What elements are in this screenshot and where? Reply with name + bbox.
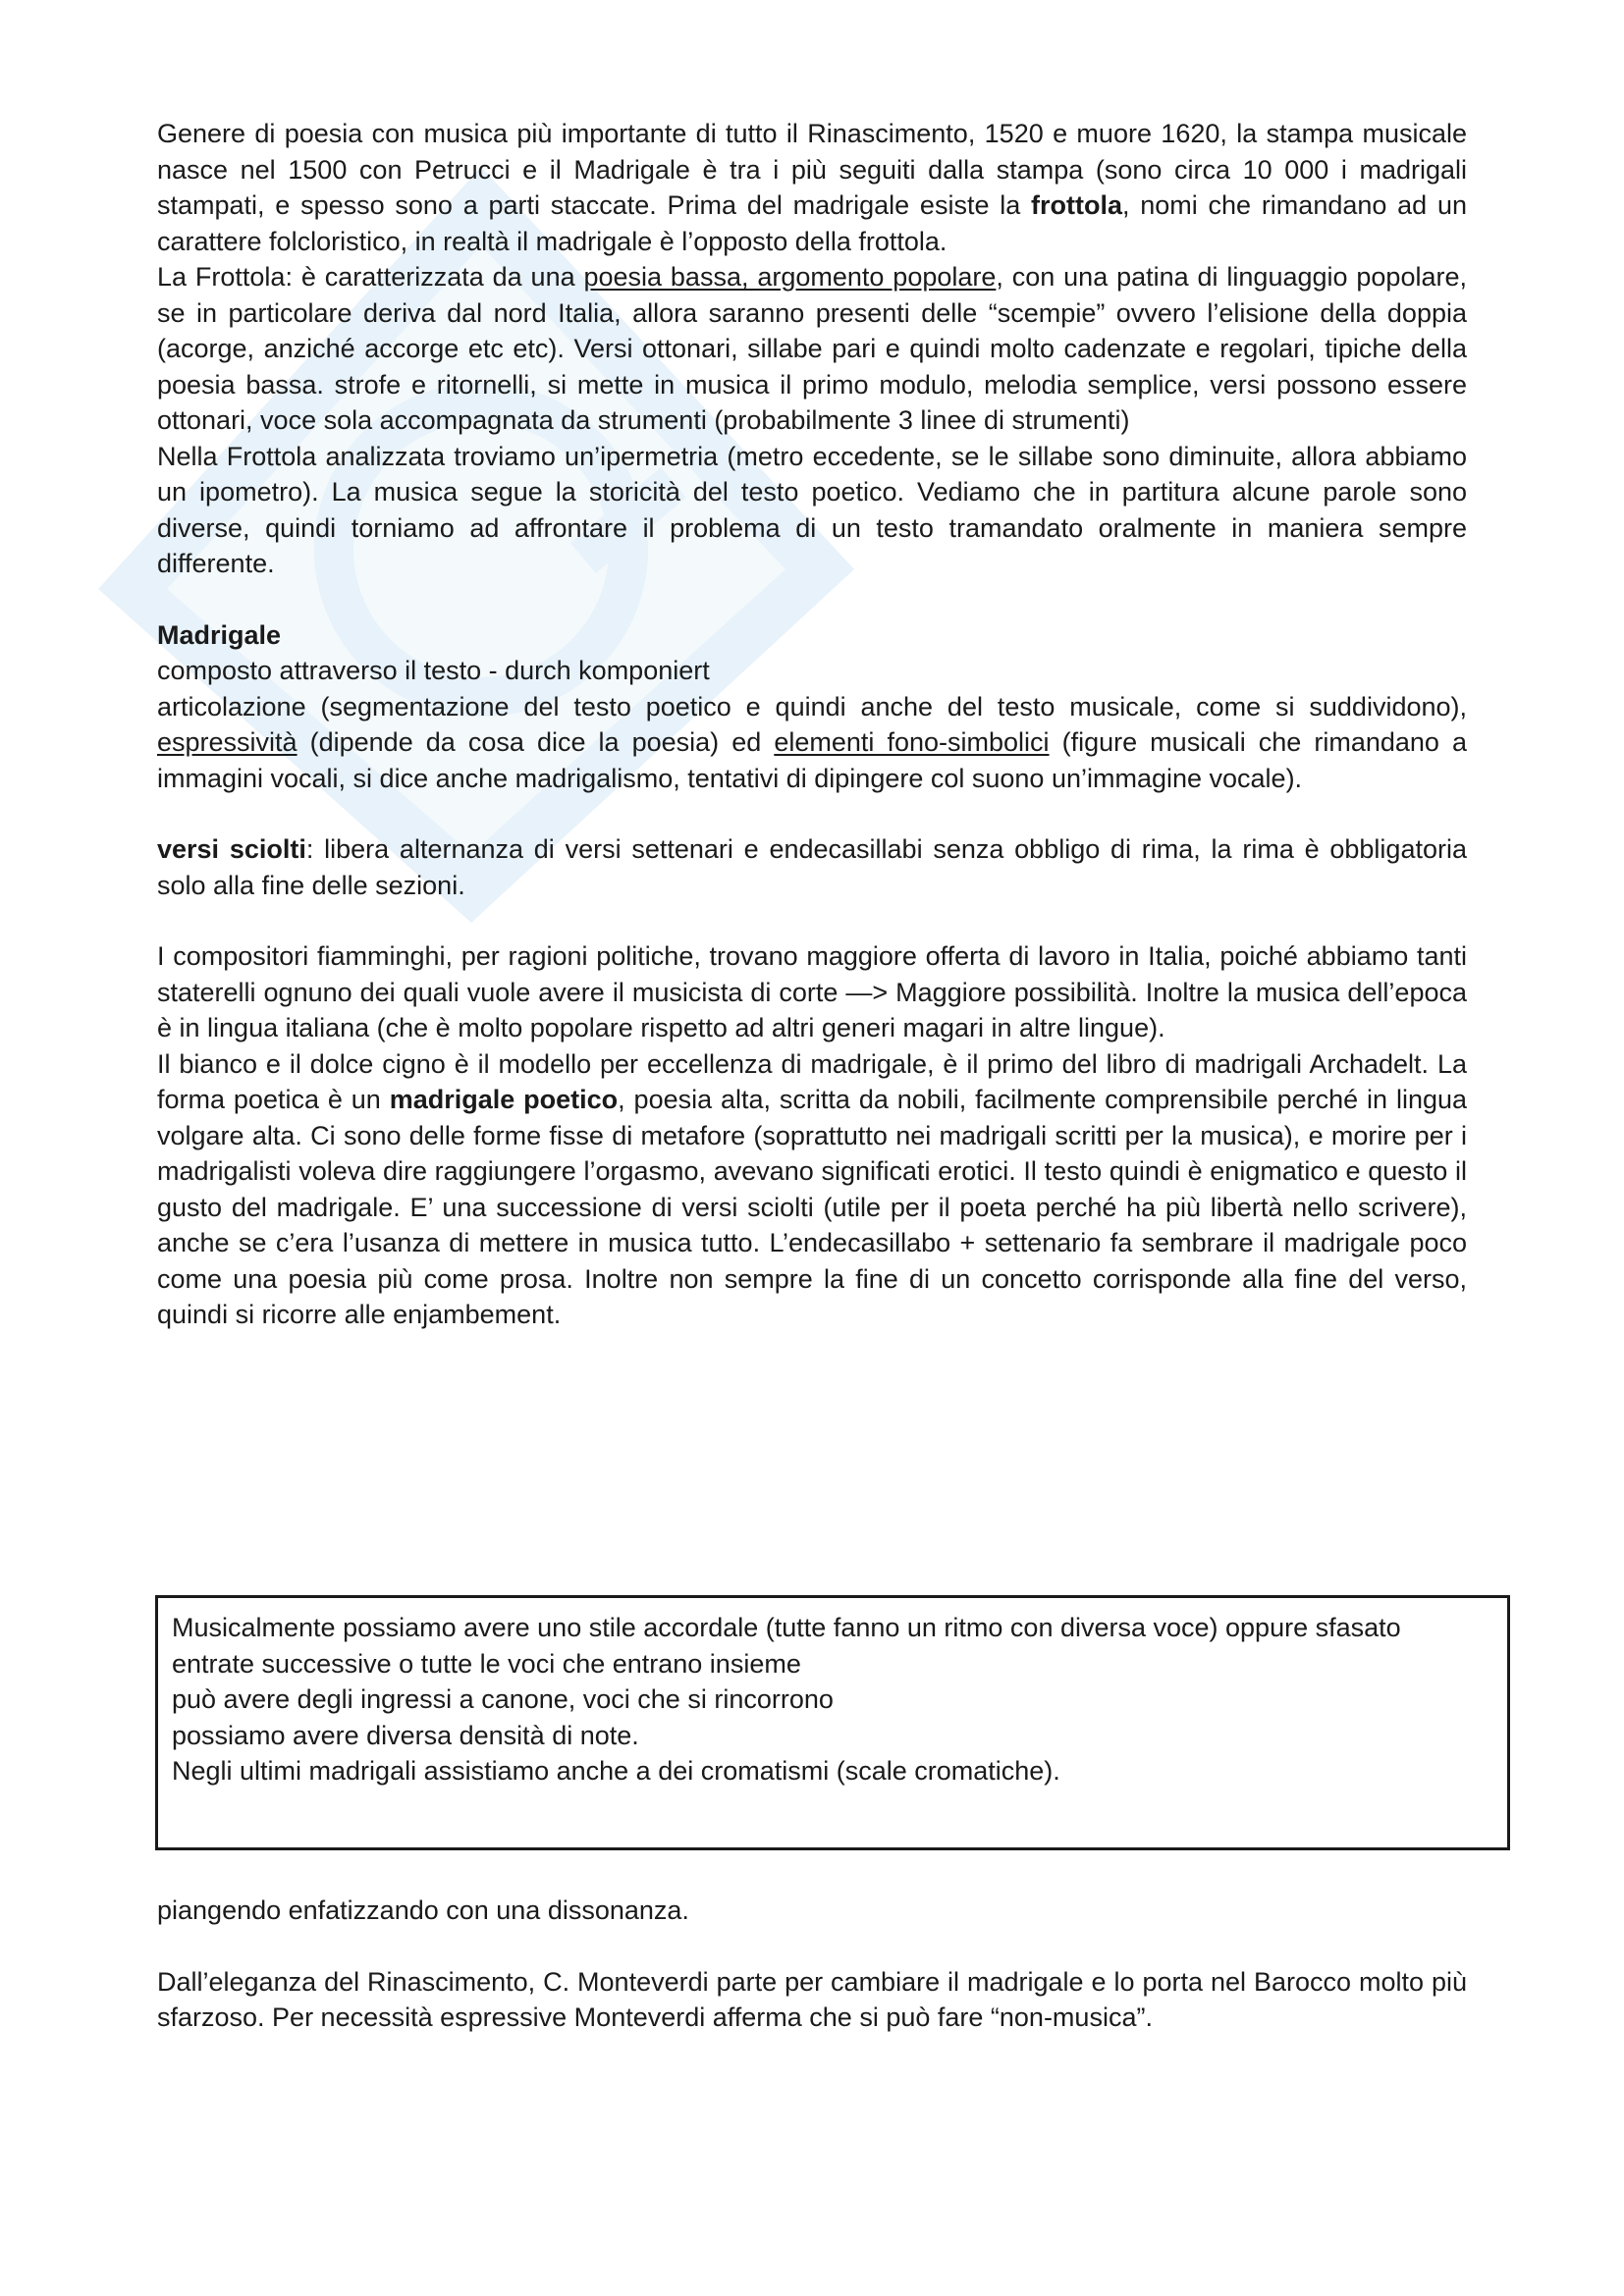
bianco-cigno-paragraph: Il bianco e il dolce cigno è il modello per eccellenza di madrigale, è il primo del libro di madrigali Archadelt. La forma poetica è un madrigale poetico, poesia alta, scritta da nobili, facilmente comprensibile perché in lingua volgare alta. Ci sono delle forme fisse di metafore (soprattutto nei madrigali scritti per la musica), e morire per i madrigalisti voleva dire raggiungere l’orgasmo, avevano significati erotici. Il testo quindi è enigmatico e questo il gusto del madrigale. E’ una successione di versi sciolti (utile per il poeta perché ha più libertà nello scrivere), anche se c’era l’usanza di mettere in musica tutto. L’endecasillabo + settenario fa sembrare il madrigale poco come una poesia più come prosa. Inoltre non sempre la fine di un concetto corrisponde alla fine del verso, quindi si ricorre alle enjambement. — [157, 1048, 1468, 1329]
term-frottola: frottola — [1031, 190, 1122, 220]
underlined-espressivita: espressività — [157, 727, 298, 757]
boxed-note — [155, 1595, 1510, 1850]
madrigale-line: composto attraverso il testo - durch komponiert — [157, 656, 710, 685]
madrigale-paragraph: articolazione (segmentazione del testo poetico e quindi anche del testo musicale, come si suddividono), espressività (dipende da cosa dice la poesia) ed elementi fono-simbolici (figure musicali che rimandano a immagini vocali, si dice anche madrigalismo, tentativi di dipingere col suono un’immagine vocale). — [157, 691, 1468, 793]
box-line-1: Musicalmente possiamo avere uno stile accordale (tutte fanno un ritmo con diversa voce) oppure sfasato — [172, 1613, 1401, 1642]
box-line-2: entrate successive o tutte le voci che entrano insieme — [172, 1648, 801, 1679]
box-line-5: Negli ultimi madrigali assistiamo anche a dei cromatismi (scale cromatiche). — [172, 1756, 1060, 1786]
underlined-phrase: poesia bassa, argomento popolare — [583, 262, 997, 292]
closing-line: piangendo enfatizzando con una dissonanza. — [157, 1896, 689, 1925]
term-versi-sciolti: versi sciolti — [157, 834, 306, 864]
closing-section — [157, 1893, 1467, 2036]
underlined-fono-simbolici: elementi fono-simbolici — [774, 727, 1050, 757]
term-madrigale-poetico: madrigale poetico — [389, 1085, 619, 1114]
box-line-3: può avere degli ingressi a canone, voci che si rincorrono — [172, 1684, 834, 1714]
section-heading-madrigale: Madrigale — [157, 619, 282, 650]
intro-paragraph-1: Genere di poesia con musica più importante di tutto il Rinascimento, 1520 e muore 1620, la stampa musicale nasce nel 1500 con Petrucci e il Madrigale è tra i più seguiti dalla stampa (sono circa 10 000 i madrigali stampati, e spesso sono a parti staccate. Prima del madrigale esiste la frottola, nomi che rimandano ad un carattere folcloristico, in realtà il madrigale è l’opposto della frottola. — [157, 119, 1467, 256]
versi-sciolti-paragraph: versi sciolti: libera alternanza di versi settenari e endecasillabi senza obbligo di rima, la rima è obbligatoria solo alla fine delle sezioni. — [157, 834, 1467, 900]
document-body — [157, 116, 1467, 1333]
monteverdi-paragraph: Dall’eleganza del Rinascimento, C. Monteverdi parte per cambiare il madrigale e lo porta nel Barocco molto più sfarzoso. Per necessità espressive Monteverdi afferma che si può fare “non-musica”. — [157, 1966, 1467, 2032]
box-line-4: possiamo avere diversa densità di note. — [172, 1720, 639, 1750]
intro-paragraph-3: Nella Frottola analizzata troviamo un’ipermetria (metro eccedente, se le sillabe sono diminuite, allora abbiamo un ipometro). La musica segue la storicità del testo poetico. Vediamo che in partitura alcune parole sono diverse, quindi torniamo ad affrontare il problema di un testo tramandato oralmente in maniera sempre differente. — [157, 441, 1467, 578]
compositori-paragraph: I compositori fiamminghi, per ragioni politiche, trovano maggiore offerta di lavoro in Italia, poiché abbiamo tanti staterelli ognuno dei quali vuole avere il musicista di corte —> Maggiore possibilità. Inoltre la musica dell’epoca è in lingua italiana (che è molto popolare rispetto ad altri generi magari in altre lingue). — [157, 941, 1467, 1042]
intro-paragraph-2: La Frottola: è caratterizzata da una poesia bassa, argomento popolare, con una patina di linguaggio popolare, se in particolare deriva dal nord Italia, allora saranno presenti delle “scempie” ovvero l’elisione della doppia (acorge, anziché accorge etc etc). Versi ottonari, sillabe pari e quindi molto cadenzate e regolari, tipiche della poesia bassa. strofe e ritornelli, si mette in musica il primo modulo, melodia semplice, versi possono essere ottonari, voce sola accompagnata da strumenti (probabilmente 3 linee di strumenti) — [157, 262, 1467, 435]
